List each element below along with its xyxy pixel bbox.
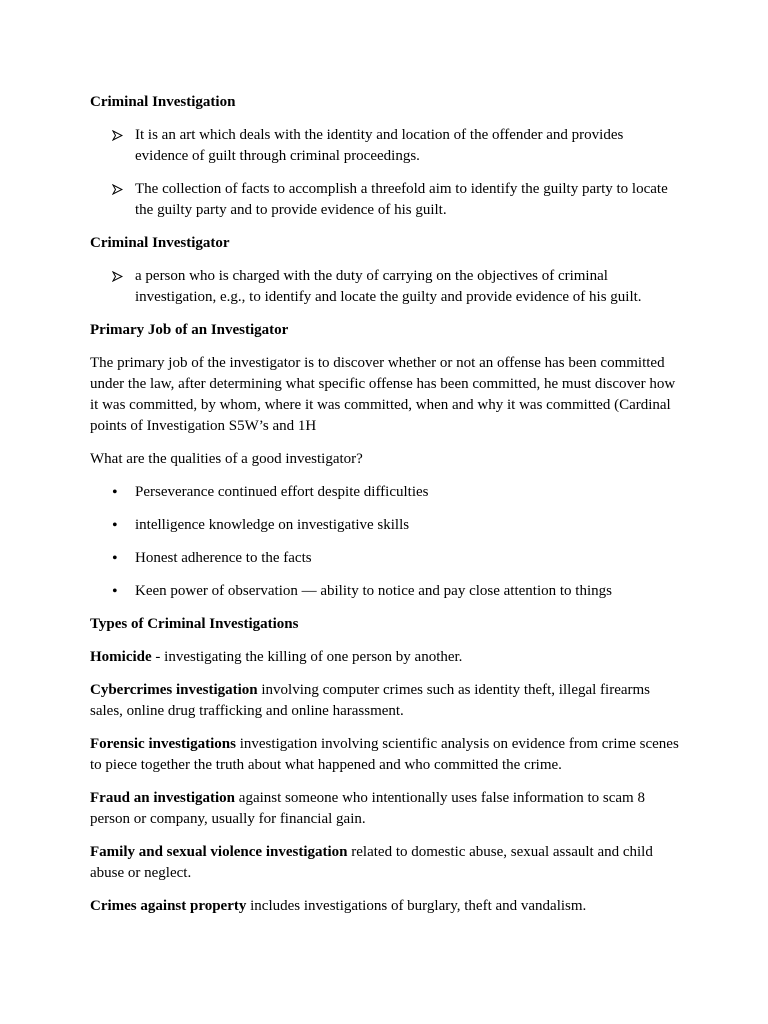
type-term: Forensic investigations — [90, 736, 236, 752]
type-forensic — [90, 734, 680, 776]
list-item — [90, 266, 680, 308]
list-item-text: Keen power of observation — ability to notice and pay close attention to things — [135, 583, 612, 599]
list-item-text: It is an art which deals with the identity and location of the offender and provides evidence of guilt through criminal proceedings. — [135, 127, 624, 164]
arrow-bullet-icon — [112, 125, 128, 141]
bullet-icon: • — [112, 583, 118, 600]
heading-criminal-investigation: Criminal Investigation — [90, 94, 236, 110]
list-item — [90, 581, 680, 602]
type-homicide — [90, 647, 680, 668]
type-term: Cybercrimes investigation — [90, 682, 258, 698]
heading-types: Types of Criminal Investigations — [90, 616, 299, 632]
type-description: includes investigations of burglary, theft and vandalism. — [246, 898, 587, 914]
list-item — [90, 515, 680, 536]
list-item — [90, 125, 680, 167]
type-cybercrimes — [90, 680, 680, 722]
qualities-question: What are the qualities of a good investigator? — [90, 451, 363, 467]
heading-primary-job: Primary Job of an Investigator — [90, 322, 289, 338]
type-term: Fraud an investigation — [90, 790, 236, 806]
heading-criminal-investigator: Criminal Investigator — [90, 235, 230, 251]
bullet-icon: • — [112, 550, 118, 567]
list-item-text: intelligence knowledge on investigative skills — [135, 517, 410, 533]
type-description: against someone who intentionally uses false information to scam 8 person or company, usually for financial gain. — [90, 790, 645, 827]
type-term: Family and sexual violence investigation — [90, 844, 348, 860]
type-property — [90, 896, 680, 917]
list-item-text: a person who is charged with the duty of carrying on the objectives of criminal investigation, e.g., to identify and locate the guilty and provide evidence of his guilt. — [135, 268, 642, 305]
primary-job-paragraph: The primary job of the investigator is to discover whether or not an offense has been committed under the law, after determining what specific offense has been committed, he must discover how it was committed, by whom, where it was committed, when and why it was committed (Cardinal points of Investigation S5W’s and 1H — [90, 355, 676, 434]
bullet-icon: • — [112, 517, 118, 534]
list-item-text: Perseverance continued effort despite difficulties — [135, 484, 429, 500]
type-family-violence — [90, 842, 680, 884]
type-description: - investigating the killing of one person by another. — [151, 649, 463, 665]
list-item — [90, 179, 680, 221]
type-fraud — [90, 788, 680, 830]
type-term: Homicide — [90, 649, 152, 665]
list-item — [90, 548, 680, 569]
qualities-list — [90, 482, 680, 602]
list-item-text: Honest adherence to the facts — [135, 550, 312, 566]
bullet-icon: • — [112, 484, 118, 501]
arrow-bullet-icon — [112, 266, 128, 282]
list-item — [90, 482, 680, 503]
type-description: involving computer crimes such as identity theft, illegal firearms sales, online drug trafficking and online harassment. — [90, 682, 651, 719]
document-page — [90, 92, 680, 929]
type-description: investigation involving scientific analysis on evidence from crime scenes to piece together the truth about what happened and who committed the crime. — [90, 736, 679, 773]
type-term: Crimes against property — [90, 898, 247, 914]
type-description: related to domestic abuse, sexual assault and child abuse or neglect. — [90, 844, 653, 881]
criminal-investigation-list — [90, 125, 680, 221]
arrow-bullet-icon — [112, 179, 128, 195]
list-item-text: The collection of facts to accomplish a threefold aim to identify the guilty party to locate the guilty party and to provide evidence of his guilt. — [135, 181, 668, 218]
criminal-investigator-list — [90, 266, 680, 308]
